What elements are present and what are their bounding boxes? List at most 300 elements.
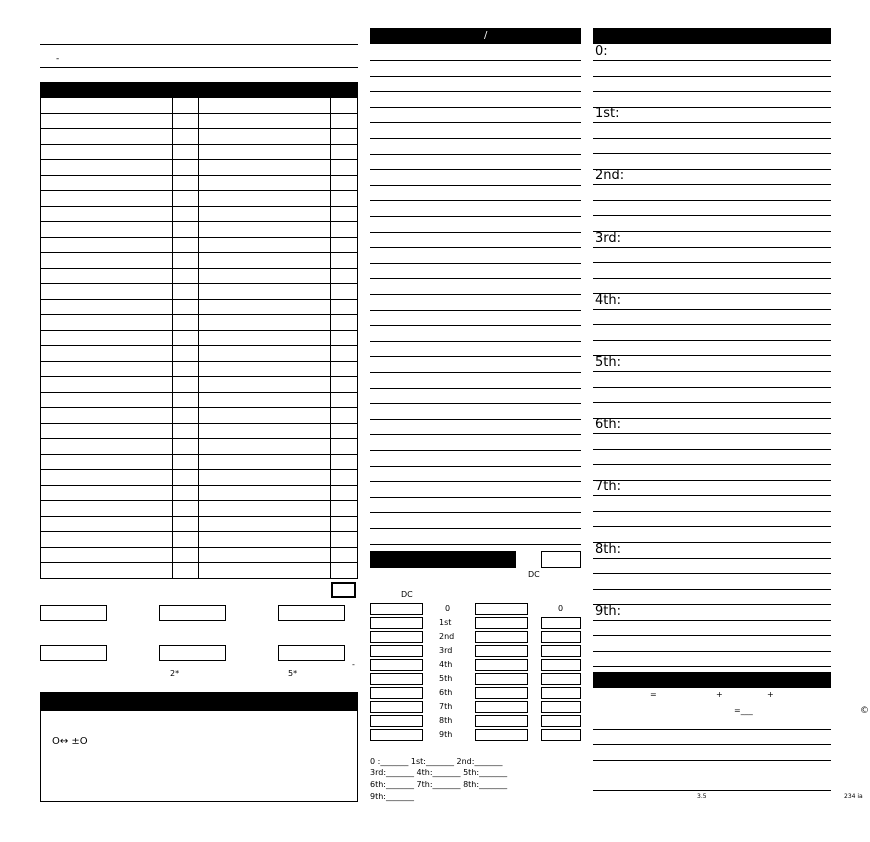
spell-list-line bbox=[370, 169, 581, 170]
skills-cell[interactable] bbox=[199, 408, 331, 424]
skills-cell[interactable] bbox=[199, 175, 331, 191]
skills-cell[interactable] bbox=[199, 330, 331, 346]
skills-cell[interactable] bbox=[199, 222, 331, 238]
dc-level-label-right: 0 bbox=[558, 604, 564, 613]
formula-line-4 bbox=[593, 790, 831, 791]
skills-highlight-box[interactable] bbox=[331, 582, 356, 598]
skills-cell[interactable] bbox=[172, 485, 199, 501]
dc-box-left[interactable] bbox=[370, 603, 423, 615]
skills-cell[interactable] bbox=[331, 268, 358, 284]
skills-cell[interactable] bbox=[172, 144, 199, 160]
skills-cell[interactable] bbox=[199, 237, 331, 253]
slots-footer-row-2: 3rd:_______ 4th:_______ 5th:_______ bbox=[370, 768, 508, 777]
spell-list-line bbox=[370, 325, 581, 326]
spell-list-line bbox=[370, 512, 581, 513]
skills-cell[interactable] bbox=[199, 547, 331, 563]
spells-known-line bbox=[593, 60, 831, 61]
skills-cell[interactable] bbox=[172, 532, 199, 548]
skills-cell[interactable] bbox=[331, 315, 358, 331]
spells-known-line bbox=[593, 76, 831, 77]
skills-cell[interactable] bbox=[41, 144, 173, 160]
dc-box-mid[interactable] bbox=[475, 701, 528, 713]
skills-cell[interactable] bbox=[199, 392, 331, 408]
dc-box-mid[interactable] bbox=[475, 729, 528, 741]
skills-cell[interactable] bbox=[172, 113, 199, 129]
skills-cell[interactable] bbox=[172, 501, 199, 517]
skills-cell[interactable] bbox=[331, 516, 358, 532]
dc-level-label: 7th bbox=[439, 702, 453, 711]
skills-cell[interactable] bbox=[172, 392, 199, 408]
dc-box-left[interactable] bbox=[370, 729, 423, 741]
skills-table-row bbox=[41, 315, 358, 331]
skills-cell[interactable] bbox=[331, 206, 358, 222]
spell-list-line bbox=[370, 60, 581, 61]
skills-table-row bbox=[41, 485, 358, 501]
spells-known-line bbox=[593, 278, 831, 279]
dc-box-left[interactable] bbox=[370, 701, 423, 713]
dc-box-mid[interactable] bbox=[475, 715, 528, 727]
skills-cell[interactable] bbox=[41, 98, 173, 114]
skills-cell[interactable] bbox=[172, 129, 199, 145]
skills-cell[interactable] bbox=[199, 377, 331, 393]
spell-list-line bbox=[370, 263, 581, 264]
skills-cell[interactable] bbox=[199, 516, 331, 532]
skills-cell[interactable] bbox=[199, 532, 331, 548]
skills-cell[interactable] bbox=[331, 532, 358, 548]
skills-cell[interactable] bbox=[41, 392, 173, 408]
dc-box-mid[interactable] bbox=[475, 645, 528, 657]
spell-list-line bbox=[370, 356, 581, 357]
skills-cell[interactable] bbox=[331, 408, 358, 424]
skills-table-row bbox=[41, 423, 358, 439]
spell-list-line bbox=[370, 216, 581, 217]
skills-table-row bbox=[41, 237, 358, 253]
skills-table-row bbox=[41, 113, 358, 129]
skills-table-row bbox=[41, 253, 358, 269]
skills-cell[interactable] bbox=[331, 113, 358, 129]
spells-known-line bbox=[593, 371, 831, 372]
skills-cell[interactable] bbox=[41, 361, 173, 377]
skills-cell[interactable] bbox=[199, 485, 331, 501]
spells-known-line bbox=[593, 589, 831, 590]
skills-cell[interactable] bbox=[41, 454, 173, 470]
formula-line-3 bbox=[593, 760, 831, 761]
skills-cell[interactable] bbox=[172, 284, 199, 300]
formula-header-bar bbox=[593, 672, 831, 688]
skills-table-row bbox=[41, 377, 358, 393]
skills-cell[interactable] bbox=[331, 470, 358, 486]
formula-line-2 bbox=[593, 744, 831, 745]
skills-cell[interactable] bbox=[172, 299, 199, 315]
skills-table-row bbox=[41, 439, 358, 455]
spells-known-line bbox=[593, 666, 831, 667]
dc-box-mid[interactable] bbox=[475, 673, 528, 685]
spells-known-line bbox=[593, 433, 831, 434]
skills-cell[interactable] bbox=[172, 377, 199, 393]
stat-box-6[interactable] bbox=[278, 645, 345, 661]
spells-known-level-label: 8th: bbox=[595, 541, 621, 557]
notes-box[interactable] bbox=[40, 710, 358, 802]
skills-cell[interactable] bbox=[331, 439, 358, 455]
skills-cell[interactable] bbox=[199, 501, 331, 517]
skills-cell[interactable] bbox=[172, 423, 199, 439]
skills-table-row bbox=[41, 206, 358, 222]
skills-cell[interactable] bbox=[41, 160, 173, 176]
spells-known-line bbox=[593, 402, 831, 403]
spells-known-level-label: 5th: bbox=[595, 355, 621, 370]
dc-box-left[interactable] bbox=[370, 659, 423, 671]
spells-known-line bbox=[593, 558, 831, 559]
skills-cell[interactable] bbox=[41, 470, 173, 486]
spell-list-line bbox=[370, 419, 581, 420]
skills-table-row bbox=[41, 330, 358, 346]
spells-known-line bbox=[593, 651, 831, 652]
spells-known-line bbox=[593, 511, 831, 512]
dc-box-right[interactable] bbox=[541, 659, 581, 671]
spell-list-line bbox=[370, 278, 581, 279]
skills-table-row bbox=[41, 454, 358, 470]
skills-cell[interactable] bbox=[331, 361, 358, 377]
skills-cell[interactable] bbox=[172, 206, 199, 222]
skills-cell[interactable] bbox=[331, 191, 358, 207]
skills-cell[interactable] bbox=[41, 516, 173, 532]
skills-cell[interactable] bbox=[41, 299, 173, 315]
header-line-1 bbox=[40, 44, 358, 45]
skills-cell[interactable] bbox=[331, 377, 358, 393]
skills-cell[interactable] bbox=[172, 191, 199, 207]
dc-box-left[interactable] bbox=[370, 673, 423, 685]
skills-cell[interactable] bbox=[172, 315, 199, 331]
skills-cell[interactable] bbox=[41, 563, 173, 579]
spell-dc-box[interactable] bbox=[541, 551, 581, 568]
spell-list-header-bar bbox=[370, 28, 581, 44]
spells-known-line bbox=[593, 293, 831, 294]
skills-cell[interactable] bbox=[41, 268, 173, 284]
stat-dash: - bbox=[352, 660, 355, 669]
dc-box-right[interactable] bbox=[541, 701, 581, 713]
skills-cell[interactable] bbox=[199, 439, 331, 455]
spells-known-level-label: 7th: bbox=[595, 479, 621, 495]
spells-known-line bbox=[593, 169, 831, 170]
skills-cell[interactable] bbox=[41, 129, 173, 145]
spell-list-line bbox=[370, 372, 581, 373]
skills-table-row bbox=[41, 129, 358, 145]
skills-table-row bbox=[41, 470, 358, 486]
skills-cell[interactable] bbox=[172, 563, 199, 579]
skills-cell[interactable] bbox=[41, 175, 173, 191]
dc-level-label: 3rd bbox=[439, 646, 453, 655]
spells-known-line bbox=[593, 91, 831, 92]
spell-list-line bbox=[370, 247, 581, 248]
dc-box-right[interactable] bbox=[541, 645, 581, 657]
formula-eq-1: = bbox=[650, 690, 657, 699]
dc-level-label: 5th bbox=[439, 674, 453, 683]
skills-cell[interactable] bbox=[331, 392, 358, 408]
skills-table-row bbox=[41, 191, 358, 207]
spell-list-line bbox=[370, 76, 581, 77]
spells-known-line bbox=[593, 573, 831, 574]
skills-table-row bbox=[41, 516, 358, 532]
dc-level-label: 8th bbox=[439, 716, 453, 725]
dc-box-mid[interactable] bbox=[475, 631, 528, 643]
spells-known-line bbox=[593, 635, 831, 636]
skills-cell[interactable] bbox=[41, 408, 173, 424]
skills-cell[interactable] bbox=[331, 346, 358, 362]
skills-cell[interactable] bbox=[199, 129, 331, 145]
skills-cell[interactable] bbox=[331, 237, 358, 253]
spells-known-line bbox=[593, 122, 831, 123]
skills-cell[interactable] bbox=[41, 377, 173, 393]
stat-box-3[interactable] bbox=[278, 605, 345, 621]
spell-list-line bbox=[370, 528, 581, 529]
spells-known-level-label: 6th: bbox=[595, 417, 621, 433]
footer-version: 3.5 bbox=[697, 793, 707, 800]
spell-list-line bbox=[370, 91, 581, 92]
skills-cell[interactable] bbox=[172, 361, 199, 377]
skills-cell[interactable] bbox=[199, 563, 331, 579]
dc-box-mid[interactable] bbox=[475, 659, 528, 671]
stat-box-4[interactable] bbox=[40, 645, 107, 661]
skills-cell[interactable] bbox=[172, 98, 199, 114]
dc-box-left[interactable] bbox=[370, 631, 423, 643]
slots-footer-row-1: 0 :_______ 1st:_______ 2nd:_______ bbox=[370, 757, 503, 766]
skills-cell[interactable] bbox=[199, 253, 331, 269]
skills-cell[interactable] bbox=[199, 423, 331, 439]
dc-level-label: 4th bbox=[439, 660, 453, 669]
skills-cell[interactable] bbox=[41, 532, 173, 548]
skills-cell[interactable] bbox=[41, 284, 173, 300]
skills-cell[interactable] bbox=[172, 470, 199, 486]
skills-table-row bbox=[41, 160, 358, 176]
skills-cell[interactable] bbox=[172, 330, 199, 346]
skills-table-row bbox=[41, 563, 358, 579]
dc-box-mid[interactable] bbox=[475, 617, 528, 629]
spells-known-line bbox=[593, 495, 831, 496]
spells-known-line bbox=[593, 604, 831, 605]
spell-list-line bbox=[370, 107, 581, 108]
skills-cell[interactable] bbox=[199, 454, 331, 470]
skills-cell[interactable] bbox=[331, 299, 358, 315]
spells-known-level-label: 4th: bbox=[595, 292, 621, 308]
skills-cell[interactable] bbox=[199, 346, 331, 362]
skills-cell[interactable] bbox=[331, 144, 358, 160]
skills-cell[interactable] bbox=[331, 222, 358, 238]
stat-box-2[interactable] bbox=[159, 605, 226, 621]
skills-cell[interactable] bbox=[172, 439, 199, 455]
spells-known-line bbox=[593, 449, 831, 450]
spells-known-line bbox=[593, 620, 831, 621]
skills-cell[interactable] bbox=[199, 206, 331, 222]
dc-box-right[interactable] bbox=[541, 617, 581, 629]
dc-level-label: 0 bbox=[445, 604, 451, 613]
skills-cell[interactable] bbox=[199, 191, 331, 207]
spell-list-line bbox=[370, 450, 581, 451]
skills-table-row bbox=[41, 501, 358, 517]
stat-box-5[interactable] bbox=[159, 645, 226, 661]
spells-known-line bbox=[593, 387, 831, 388]
skills-cell[interactable] bbox=[331, 175, 358, 191]
skills-cell[interactable] bbox=[41, 346, 173, 362]
skills-cell[interactable] bbox=[199, 98, 331, 114]
skills-cell[interactable] bbox=[199, 268, 331, 284]
skills-table-row bbox=[41, 175, 358, 191]
skills-cell[interactable] bbox=[331, 330, 358, 346]
formula-plus-1: + bbox=[716, 690, 723, 699]
spells-known-level-label: 3rd: bbox=[595, 230, 622, 246]
spells-known-level-label: 2nd: bbox=[595, 168, 625, 184]
skills-cell[interactable] bbox=[172, 253, 199, 269]
dc-box-left[interactable] bbox=[370, 715, 423, 727]
dc-box-left[interactable] bbox=[370, 617, 423, 629]
skills-table-row bbox=[41, 361, 358, 377]
skills-cell[interactable] bbox=[172, 408, 199, 424]
dc-box-right[interactable] bbox=[541, 715, 581, 727]
skills-cell[interactable] bbox=[331, 160, 358, 176]
dc-box-mid[interactable] bbox=[475, 603, 528, 615]
spell-list-line bbox=[370, 466, 581, 467]
skills-table-row bbox=[41, 268, 358, 284]
spells-known-line bbox=[593, 464, 831, 465]
skills-cell[interactable] bbox=[41, 315, 173, 331]
skills-table-row bbox=[41, 299, 358, 315]
spell-list-line bbox=[370, 310, 581, 311]
skills-cell[interactable] bbox=[199, 315, 331, 331]
skills-cell[interactable] bbox=[41, 206, 173, 222]
skills-cell[interactable] bbox=[41, 330, 173, 346]
skills-cell[interactable] bbox=[172, 454, 199, 470]
skills-table-row bbox=[41, 532, 358, 548]
spells-known-level-label: 9th: bbox=[595, 603, 621, 619]
spells-known-level-label: 0: bbox=[595, 44, 608, 59]
skills-cell[interactable] bbox=[41, 222, 173, 238]
skills-cell[interactable] bbox=[172, 160, 199, 176]
formula-eq-2: =___ bbox=[734, 706, 753, 715]
skills-cell[interactable] bbox=[199, 299, 331, 315]
spell-list-line bbox=[370, 232, 581, 233]
formula-plus-2: + bbox=[767, 690, 774, 699]
spells-known-line bbox=[593, 418, 831, 419]
spells-known-line bbox=[593, 355, 831, 356]
spell-list-line bbox=[370, 138, 581, 139]
skills-cell[interactable] bbox=[331, 501, 358, 517]
skills-table-row bbox=[41, 284, 358, 300]
copyright-symbol: © bbox=[860, 706, 869, 716]
skills-cell[interactable] bbox=[41, 501, 173, 517]
notes-header-bar bbox=[40, 692, 358, 710]
skills-cell[interactable] bbox=[41, 253, 173, 269]
skills-cell[interactable] bbox=[41, 237, 173, 253]
spells-known-line bbox=[593, 309, 831, 310]
dc-box-left[interactable] bbox=[370, 687, 423, 699]
dc-level-label: 1st bbox=[439, 618, 452, 627]
skills-cell[interactable] bbox=[331, 454, 358, 470]
skills-cell[interactable] bbox=[172, 547, 199, 563]
slots-footer-row-4: 9th:_______ bbox=[370, 792, 414, 801]
skills-cell[interactable] bbox=[41, 423, 173, 439]
skills-cell[interactable] bbox=[331, 485, 358, 501]
skills-cell[interactable] bbox=[41, 485, 173, 501]
spells-known-line bbox=[593, 153, 831, 154]
spell-list-line bbox=[370, 481, 581, 482]
skills-cell[interactable] bbox=[41, 439, 173, 455]
spells-known-line bbox=[593, 324, 831, 325]
spells-known-line bbox=[593, 107, 831, 108]
skills-cell[interactable] bbox=[331, 253, 358, 269]
dc-box-right[interactable] bbox=[541, 631, 581, 643]
skills-cell[interactable] bbox=[172, 516, 199, 532]
skills-table-row bbox=[41, 408, 358, 424]
skills-header-bar bbox=[40, 82, 358, 97]
dc-box-mid[interactable] bbox=[475, 687, 528, 699]
dc-box-left[interactable] bbox=[370, 645, 423, 657]
skills-cell[interactable] bbox=[199, 361, 331, 377]
skills-cell[interactable] bbox=[199, 144, 331, 160]
spell-list-line bbox=[370, 294, 581, 295]
spell-list-line bbox=[370, 200, 581, 201]
dc-level-label: 9th bbox=[439, 730, 453, 739]
spells-known-line bbox=[593, 215, 831, 216]
skills-table-row bbox=[41, 222, 358, 238]
skills-table-row bbox=[41, 98, 358, 114]
spells-known-line bbox=[593, 340, 831, 341]
footer-page-number: 234 ia bbox=[844, 793, 863, 800]
dc-label-left: DC bbox=[401, 590, 413, 599]
skills-cell[interactable] bbox=[331, 98, 358, 114]
spells-known-line bbox=[593, 247, 831, 248]
skills-cell[interactable] bbox=[199, 160, 331, 176]
skills-cell[interactable] bbox=[331, 547, 358, 563]
spells-known-header-bar bbox=[593, 28, 831, 44]
skills-cell[interactable] bbox=[172, 222, 199, 238]
skills-cell[interactable] bbox=[331, 129, 358, 145]
dc-box-right[interactable] bbox=[541, 687, 581, 699]
spell-list-line bbox=[370, 497, 581, 498]
skills-cell[interactable] bbox=[199, 113, 331, 129]
slots-footer-row-3: 6th:_______ 7th:_______ 8th:_______ bbox=[370, 780, 508, 789]
header-dash: - bbox=[56, 54, 60, 64]
stat-box-1[interactable] bbox=[40, 605, 107, 621]
dc-box-right[interactable] bbox=[541, 729, 581, 741]
skills-cell[interactable] bbox=[331, 423, 358, 439]
skills-cell[interactable] bbox=[331, 284, 358, 300]
skills-cell[interactable] bbox=[172, 237, 199, 253]
skills-cell[interactable] bbox=[41, 191, 173, 207]
spell-list-line bbox=[370, 154, 581, 155]
spells-known-line bbox=[593, 231, 831, 232]
dc-level-label: 2nd bbox=[439, 632, 455, 641]
spells-known-line bbox=[593, 262, 831, 263]
skills-table-row bbox=[41, 547, 358, 563]
skills-cell[interactable] bbox=[172, 175, 199, 191]
skills-cell[interactable] bbox=[199, 470, 331, 486]
skills-cell[interactable] bbox=[172, 268, 199, 284]
skills-cell[interactable] bbox=[41, 113, 173, 129]
spell-list-line bbox=[370, 403, 581, 404]
skills-cell[interactable] bbox=[331, 563, 358, 579]
skills-cell[interactable] bbox=[41, 547, 173, 563]
spell-list-line bbox=[370, 185, 581, 186]
spells-known-line bbox=[593, 526, 831, 527]
notes-text: O↔ ±O bbox=[52, 736, 88, 747]
spell-list-line bbox=[370, 122, 581, 123]
dc-box-right[interactable] bbox=[541, 673, 581, 685]
skills-table-row bbox=[41, 144, 358, 160]
spell-list-line bbox=[370, 341, 581, 342]
dc-label-top: DC bbox=[528, 570, 540, 579]
spells-known-line bbox=[593, 184, 831, 185]
skills-cell[interactable] bbox=[199, 284, 331, 300]
skills-cell[interactable] bbox=[172, 346, 199, 362]
